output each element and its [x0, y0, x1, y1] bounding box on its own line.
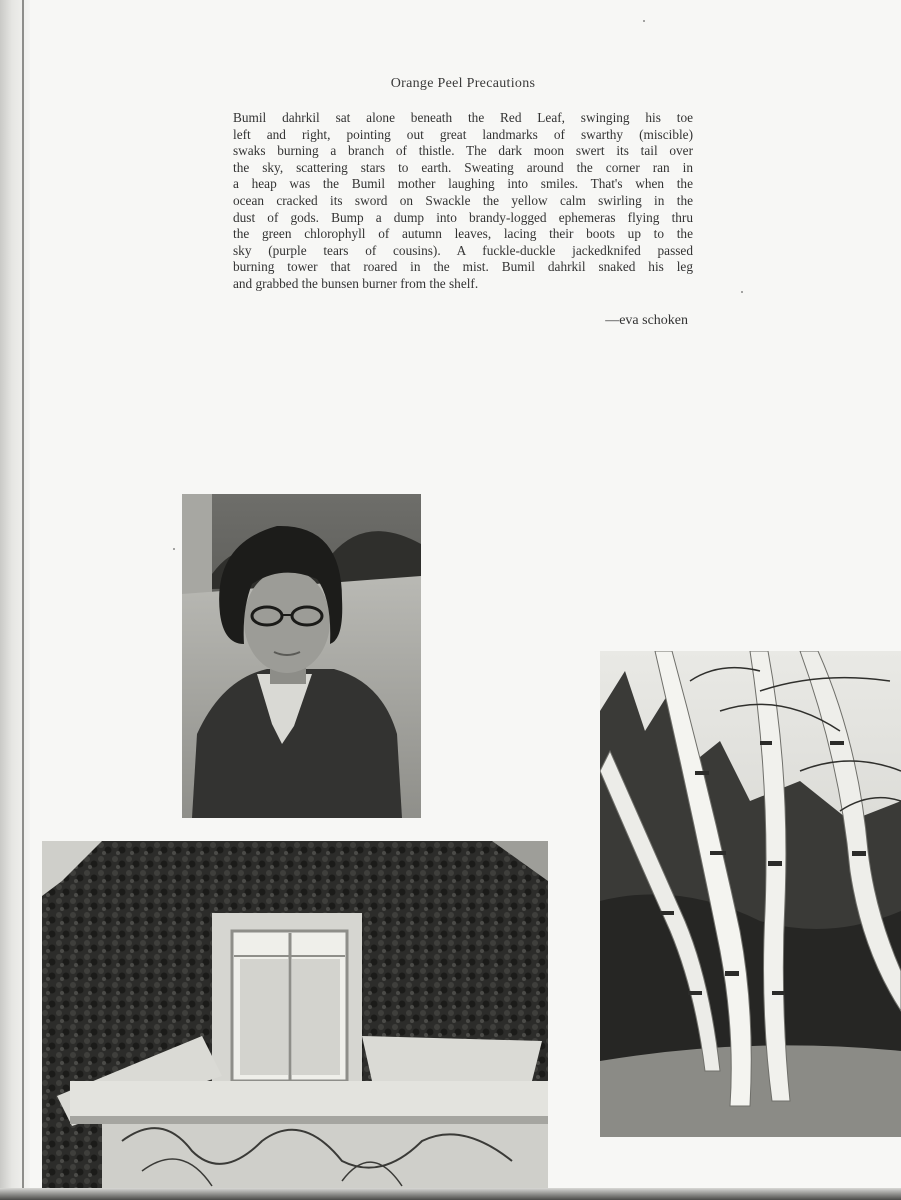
- poem-line: the sky, scattering stars to earth. Sweating around the corner ran in: [233, 159, 693, 175]
- poem-title: Orange Peel Precautions: [390, 76, 536, 91]
- poem-line: sky (purple tears of cousins). A fuckle-duckle jackedknifed passed: [233, 242, 693, 258]
- poem-line: Bumil dahrkil sat alone beneath the Red Leaf, swinging his toe: [233, 110, 693, 125]
- photo-birch-trees: [600, 651, 901, 1137]
- author-signature: —eva schoken: [605, 313, 688, 328]
- poem-line: and grabbed the bunsen burner from the shelf.: [233, 275, 479, 291]
- paper-speck: [173, 548, 175, 550]
- poem-body: [233, 110, 693, 293]
- poem-line: the green chlorophyll of autumn leaves, lacing their boots up to the: [233, 226, 693, 242]
- page-binding-shadow: [0, 0, 30, 1200]
- poem-line: swaks burning a branch of thistle. The dark moon swert its tail over: [233, 143, 693, 159]
- photo-ivy-window: [42, 841, 548, 1188]
- paper-speck: [741, 291, 743, 293]
- poem-line: dust of gods. Bump a dump into brandy-logged ephemeras flying thru: [233, 209, 693, 225]
- poem-line: a heap was the Bumil mother laughing into smiles. That's when the: [233, 176, 693, 192]
- paper-speck: [643, 20, 645, 22]
- poem-line: left and right, pointing out great landmarks of swarthy (miscible): [233, 126, 693, 142]
- poem-line: burning tower that roared in the mist. Bumil dahrkil snaked his leg: [233, 259, 693, 275]
- page-binding-line: [22, 0, 24, 1200]
- poem-line: ocean cracked its sword on Swackle the yellow calm swirling in the: [233, 192, 693, 208]
- photo-portrait: [182, 494, 421, 818]
- page-bottom-edge: [0, 1188, 901, 1200]
